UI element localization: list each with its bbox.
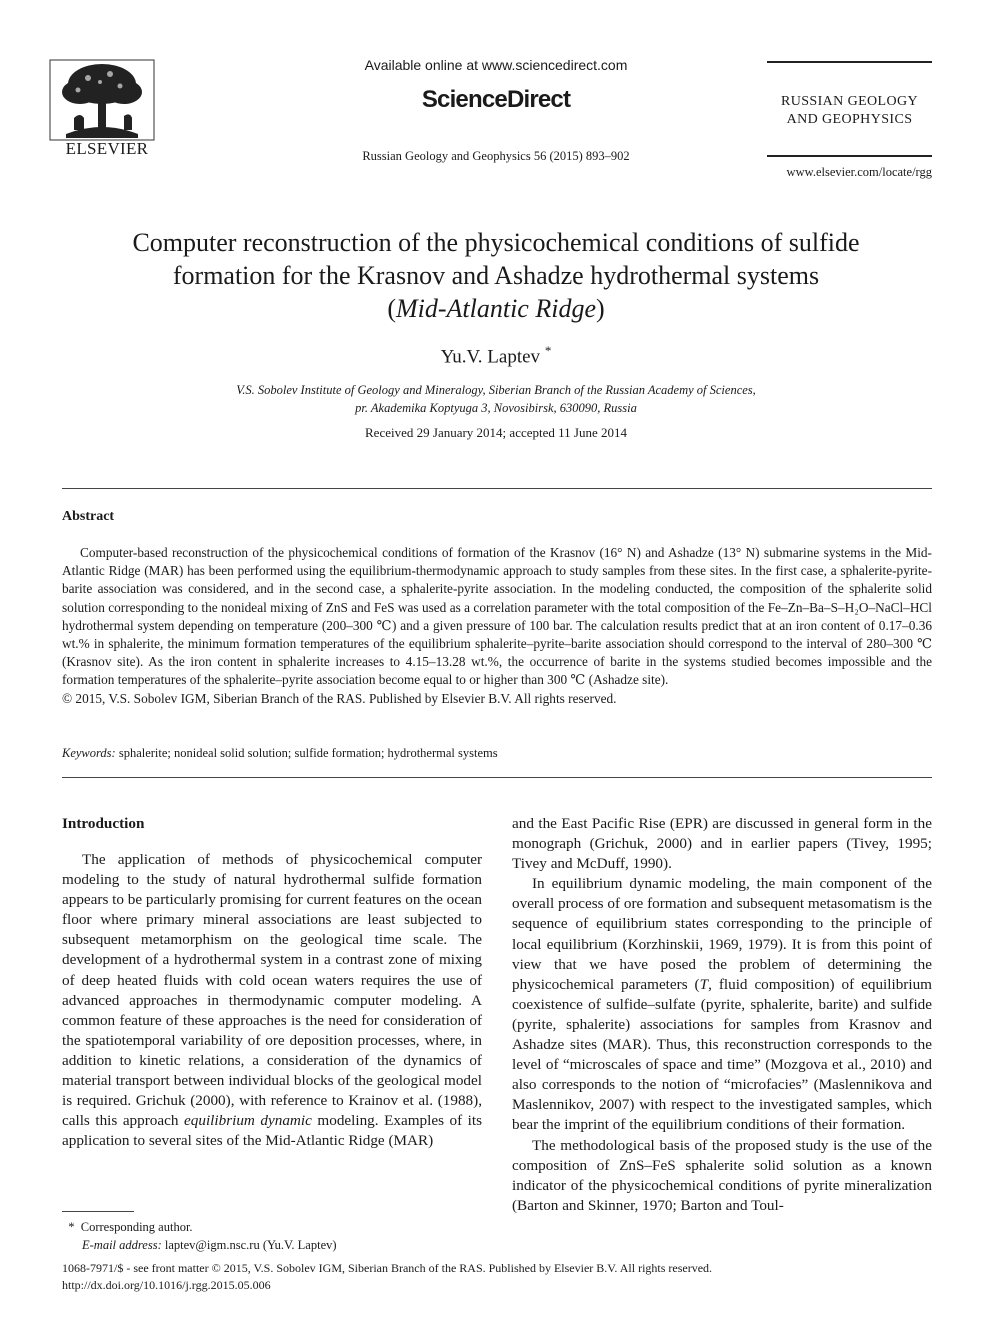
title-line3: (Mid-Atlantic Ridge) — [387, 294, 605, 323]
journal-name — [767, 93, 932, 129]
elsevier-wordmark: ELSEVIER — [65, 139, 149, 158]
intro-p2-b: , fluid composition) of equilibrium coexistence of sulfide–sulfate (pyrite, sphalerite, barite) and sulfide (pyrite, sphalerite) associations for samples from Krasnov and Ashadze sites (MAR). Thus, this reconstruction corresponds to the level of “microscales of space and time” (Mozgova et al., 2010) and also corresponds to the notion of “microfacies” (Maslennikova and Maslennikov, 2007) with respect to the investigated samples, which bear the imprint of the equilibrium conditions of their formation. — [512, 975, 932, 1134]
title-line1: Computer reconstruction of the physicochemical conditions of sulfide — [132, 228, 860, 257]
author-footnote-mark[interactable]: * — [544, 343, 552, 358]
divider-top — [62, 488, 932, 489]
keywords-label: Keywords: — [62, 746, 116, 760]
corresponding-label: Corresponding author. — [80, 1220, 193, 1234]
abstract-heading: Abstract — [62, 509, 115, 524]
footnote-rule — [62, 1211, 134, 1212]
intro-p1-em: equilibrium dynamic — [184, 1112, 312, 1130]
abstract-copyright: © 2015, V.S. Sobolev IGM, Siberian Branch of the RAS. Published by Elsevier B.V. All rights reserved. — [62, 690, 617, 706]
journal-name-line1: RUSSIAN GEOLOGY — [780, 94, 919, 109]
intro-paragraph-1 — [62, 850, 482, 1151]
email-label: E-mail address: — [82, 1238, 162, 1252]
intro-paragraph-1-cont: and the East Pacific Rise (EPR) are discussed in general form in the monograph (Grichuk, 2000) and in earlier papers (Tivey, 1995; Tivey and McDuff, 1990). — [512, 815, 932, 873]
footnote-line2 — [62, 1236, 502, 1254]
author: Yu.V. Laptev — [440, 346, 541, 368]
doi-link[interactable]: http://dx.doi.org/10.1016/j.rgg.2015.05.006 — [62, 1278, 271, 1292]
footnote-line1 — [62, 1218, 502, 1236]
intro-p2-a: In equilibrium dynamic modeling, the main component of the overall process of ore formation and subsequent metasomatism is the sequence of equilibrium states corresponding to the principle of local equilibrium (Korzhinskii, 1969, 1979). It is from this point of view that we have posed the problem of determining the physicochemical parameters ( — [512, 875, 932, 993]
intro-paragraph-2 — [512, 874, 932, 1135]
right-column — [512, 814, 932, 1216]
intro-p1-b: modeling. Examples of its application to several sites of the Mid-Atlantic Ridge (MAR) — [62, 1112, 483, 1150]
abstract-body — [62, 544, 932, 708]
issn-line: 1068-7971/$ - see front matter © 2015, V.S. Sobolev IGM, Siberian Branch of the RAS. Published by Elsevier B.V. All rights reserved. — [62, 1261, 713, 1275]
page-footer — [62, 1260, 932, 1294]
journal-rule-top — [767, 61, 932, 63]
corresponding-footnote — [62, 1218, 502, 1254]
affiliation-line2: pr. Akademika Koptyuga 3, Novosibirsk, 630090, Russia — [355, 401, 637, 415]
affiliation — [60, 381, 932, 417]
left-column — [62, 850, 482, 1151]
keywords-list: sphalerite; nonideal solid solution; sulfide formation; hydrothermal systems — [118, 746, 498, 760]
article-title — [60, 226, 932, 325]
keywords — [62, 746, 932, 761]
footnote-mark: * — [68, 1220, 75, 1234]
received-dates: Received 29 January 2014; accepted 11 June 2014 — [365, 425, 627, 440]
journal-name-line2: AND GEOPHYSICS — [786, 112, 913, 127]
journal-url-link[interactable]: www.elsevier.com/locate/rgg — [786, 165, 932, 179]
title-line2: formation for the Krasnov and Ashadze hydrothermal systems — [172, 261, 820, 290]
divider-bottom — [62, 777, 932, 778]
intro-p2-em: T — [699, 975, 709, 993]
abstract-text: Computer-based reconstruction of the physicochemical conditions of formation of the Krasnov (16° N) and Ashadze (13° N) submarine systems in the Mid-Atlantic Ridge (MAR) has been performed using the equilibrium-thermodynamic approach to study samples from these sites. In the first case, a sphalerite-pyrite-barite association was considered, and in the second case, a sphalerite-pyrite association. In the modeling conducted, the composition of the sphalerite solid solution corresponding to the nonideal mixing of ZnS and FeS was used as a correlation parameter with the total composition of the Fe–Zn–Ba–S–H₂O–NaCl–HCl hydrothermal system depending on temperature (200–300 ℃) and a given pressure of 100 bar. The calculation results predict that at an iron content of 0.17–0.36 wt.% in sphalerite, the minimum formation temperatures of the equilibrium sphalerite–pyrite–barite association should correspond to the interval of 280–300 ℃ (Krasnov site). As the iron content in sphalerite increases to 4.15–13.28 wt.%, the occurrence of barite in the systems studied becomes impossible and the formation temperatures of the sphalerite–pyrite association become equal to or higher than 300 ℃ (Ashadze site). — [62, 545, 932, 688]
journal-rule-bottom — [767, 155, 932, 157]
email-link[interactable]: laptev@igm.nsc.ru (Yu.V. Laptev) — [164, 1238, 337, 1252]
available-online-link[interactable]: Available online at www.sciencedirect.com — [364, 57, 628, 73]
intro-paragraph-3: The methodological basis of the proposed study is the use of the composition of ZnS–FeS sphalerite solid solution as a known indicator of the physicochemical conditions of pyrite mineralization (Barton and Skinner, 1970; Barton and Toul- — [512, 1136, 932, 1214]
intro-p1-a: The application of methods of physicochemical computer modeling to the study of natural hydrothermal sulfide formation appears to be particularly promising for current features on the ocean floor where primary mineral associations are least subjected to subsequent metamorphism on the geological time scale. The development of a hydrothermal system in a contrast zone of mixing of deep heated fluids with cold ocean waters requires the use of advanced approaches in thermodynamic computer modeling. A common feature of these approaches is the need for consideration of the spatiotemporal variability of ore deposition processes, where, in addition to kinetic relations, a consideration of the dynamics of material transport between individual blocks of the geological model is required. Grichuk (2000), with reference to Krainov et al. (1988), calls this approach — [62, 851, 483, 1130]
author-name — [60, 343, 932, 368]
affiliation-line1: V.S. Sobolev Institute of Geology and Mineralogy, Siberian Branch of the Russian Academy of Sciences, — [236, 383, 756, 397]
title-italic: Mid-Atlantic Ridge — [395, 294, 596, 323]
introduction-heading: Introduction — [62, 815, 145, 832]
sciencedirect-brand[interactable]: ScienceDirect — [421, 86, 571, 113]
journal-citation: Russian Geology and Geophysics 56 (2015) 893–902 — [362, 149, 630, 163]
